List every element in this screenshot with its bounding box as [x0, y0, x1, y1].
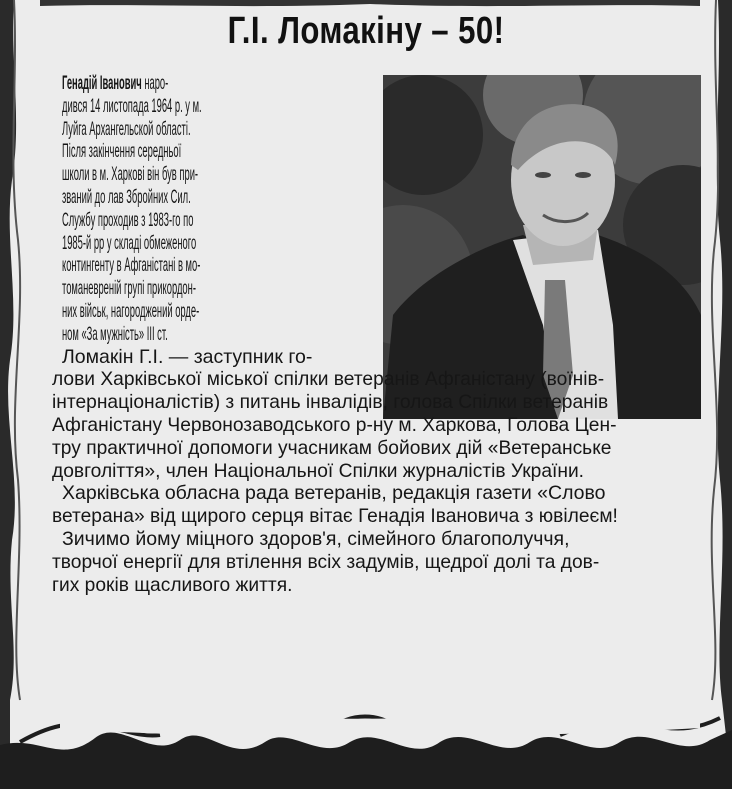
- text-line: званий до лав Збройних Сил.: [62, 185, 191, 208]
- text-line: Після закінчення середньої: [62, 140, 182, 163]
- text-line: гих років щасливого життя.: [52, 573, 293, 596]
- text-line: довголіття», член Національної Спілки журналістів України.: [52, 459, 585, 482]
- text-line: тру практичної допомоги учасникам бойових дій «Ветеранське: [52, 436, 612, 459]
- text-line: них військ, нагороджений орде-: [62, 299, 200, 322]
- text-line: Луйга Архангельской області.: [62, 117, 191, 140]
- text-line: Генадій Іванович наро-: [62, 72, 169, 94]
- text-line: Ломакін Г.І. — заступник го-: [62, 345, 313, 368]
- text-line: дився 14 листопада 1964 р. у м.: [62, 94, 202, 117]
- text-line: школи в м. Харкові він був при-: [62, 163, 199, 186]
- text-line: лови Харківської міської спілки ветеранів Афганістану (воїнів-: [52, 368, 605, 391]
- article-body: [52, 72, 710, 596]
- text-line: інтернаціоналістів) з питань інвалідів, голова Спілки ветеранів: [52, 391, 609, 414]
- text-line: 1985-й рр у складі обмеженого: [62, 231, 197, 254]
- text-line: контингенту в Афганістані в мо-: [62, 254, 201, 277]
- text-line: Афганістану Червонозаводського р-ну м. Харкова, Голова Цен-: [52, 413, 617, 436]
- text-line: Харківська обласна рада ветеранів, редакція газети «Слово: [62, 482, 606, 505]
- text-line: томаневреній групі прикордон-: [62, 277, 196, 300]
- text-line: творчої енергії для втілення всіх задумів, щедрої долі та дов-: [52, 550, 600, 573]
- text-line: Зичимо йому міцного здоров'я, сімейного благополуччя,: [62, 527, 570, 550]
- text-line: ном «За мужність» ІІІ ст.: [62, 322, 168, 345]
- person-name: Генадій Іванович: [62, 72, 142, 94]
- text-line: ветерана» від щирого серця вітає Генадія Івановича з ювілеєм!: [52, 505, 618, 528]
- text-line: Службу проходив з 1983-го по: [62, 208, 194, 231]
- page-title: Г.І. Ломакіну – 50!: [227, 10, 505, 52]
